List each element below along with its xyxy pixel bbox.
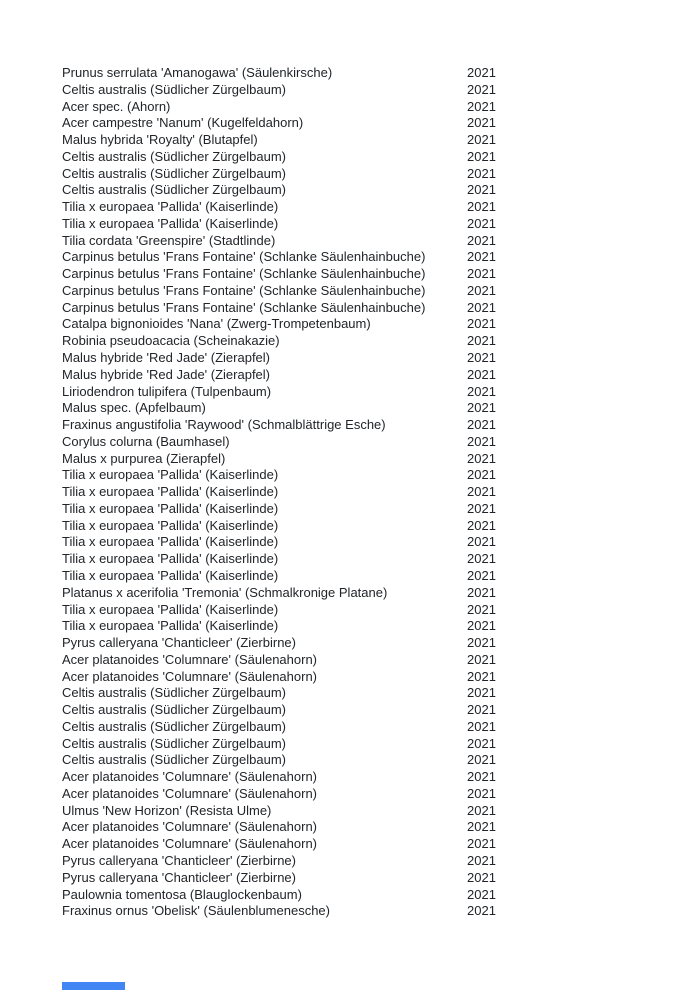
bottom-blue-bar[interactable] (62, 982, 125, 990)
table-row (62, 99, 662, 116)
table-row (62, 283, 662, 300)
table-row (62, 602, 662, 619)
table-row (62, 518, 662, 535)
planting-year-cell: 2021 (467, 601, 496, 617)
species-name-cell: Platanus x acerifolia 'Tremonia' (Schmalkronige Platane) (62, 584, 388, 600)
planting-year-cell: 2021 (467, 249, 496, 265)
table-row (62, 266, 662, 283)
species-name-cell: Acer platanoides 'Columnare' (Säulenahorn) (62, 769, 317, 785)
planting-year-cell: 2021 (467, 852, 496, 868)
planting-year-cell: 2021 (467, 718, 496, 734)
planting-year-cell: 2021 (467, 651, 496, 667)
table-row (62, 249, 662, 266)
planting-year-cell: 2021 (467, 836, 496, 852)
planting-year-cell: 2021 (467, 115, 496, 131)
table-row (62, 769, 662, 786)
species-name-cell: Celtis australis (Südlicher Zürgelbaum) (62, 735, 286, 751)
planting-year-cell: 2021 (467, 802, 496, 818)
planting-year-cell: 2021 (467, 534, 496, 550)
table-row (62, 551, 662, 568)
species-name-cell: Carpinus betulus 'Frans Fontaine' (Schlanke Säulenhainbuche) (62, 266, 426, 282)
table-row (62, 635, 662, 652)
table-row (62, 434, 662, 451)
table-row (62, 752, 662, 769)
table-row (62, 803, 662, 820)
species-name-cell: Tilia x europaea 'Pallida' (Kaiserlinde) (62, 534, 279, 550)
species-name-cell: Malus hybride 'Red Jade' (Zierapfel) (62, 366, 270, 382)
planting-year-cell: 2021 (467, 752, 496, 768)
species-name-cell: Malus x purpurea (Zierapfel) (62, 450, 226, 466)
planting-year-cell: 2021 (467, 350, 496, 366)
species-name-cell: Catalpa bignonioides 'Nana' (Zwerg-Trompetenbaum) (62, 316, 371, 332)
planting-year-cell: 2021 (467, 685, 496, 701)
planting-year-cell: 2021 (467, 132, 496, 148)
table-row (62, 501, 662, 518)
planting-year-cell: 2021 (467, 299, 496, 315)
species-name-cell: Acer platanoides 'Columnare' (Säulenahorn) (62, 668, 317, 684)
planting-year-cell: 2021 (467, 785, 496, 801)
species-name-cell: Carpinus betulus 'Frans Fontaine' (Schlanke Säulenhainbuche) (62, 299, 426, 315)
species-name-cell: Acer platanoides 'Columnare' (Säulenahorn) (62, 651, 317, 667)
table-row (62, 417, 662, 434)
planting-year-cell: 2021 (467, 215, 496, 231)
table-row (62, 903, 662, 920)
species-name-cell: Liriodendron tulipifera (Tulpenbaum) (62, 383, 272, 399)
planting-year-cell: 2021 (467, 232, 496, 248)
species-name-cell: Fraxinus angustifolia 'Raywood' (Schmalblättrige Esche) (62, 417, 386, 433)
planting-year-cell: 2021 (467, 735, 496, 751)
table-row (62, 166, 662, 183)
table-row (62, 853, 662, 870)
planting-year-cell: 2021 (467, 618, 496, 634)
planting-year-cell: 2021 (467, 400, 496, 416)
planting-year-cell: 2021 (467, 635, 496, 651)
species-name-cell: Tilia x europaea 'Pallida' (Kaiserlinde) (62, 517, 279, 533)
species-name-cell: Tilia x europaea 'Pallida' (Kaiserlinde) (62, 618, 279, 634)
table-row (62, 786, 662, 803)
table-row (62, 870, 662, 887)
species-name-cell: Pyrus calleryana 'Chanticleer' (Zierbirne) (62, 869, 296, 885)
species-name-cell: Malus hybrida 'Royalty' (Blutapfel) (62, 132, 258, 148)
table-row (62, 65, 662, 82)
planting-year-cell: 2021 (467, 819, 496, 835)
table-row (62, 316, 662, 333)
table-row (62, 467, 662, 484)
species-name-cell: Tilia x europaea 'Pallida' (Kaiserlinde) (62, 551, 279, 567)
species-name-cell: Tilia cordata 'Greenspire' (Stadtlinde) (62, 232, 276, 248)
planting-year-cell: 2021 (467, 81, 496, 97)
tree-list (62, 65, 662, 920)
planting-year-cell: 2021 (467, 567, 496, 583)
table-row (62, 585, 662, 602)
table-row (62, 836, 662, 853)
species-name-cell: Celtis australis (Südlicher Zürgelbaum) (62, 182, 286, 198)
table-row (62, 199, 662, 216)
table-row (62, 534, 662, 551)
table-row (62, 451, 662, 468)
species-name-cell: Tilia x europaea 'Pallida' (Kaiserlinde) (62, 199, 279, 215)
species-name-cell: Tilia x europaea 'Pallida' (Kaiserlinde) (62, 484, 279, 500)
planting-year-cell: 2021 (467, 148, 496, 164)
table-row (62, 333, 662, 350)
species-name-cell: Celtis australis (Südlicher Zürgelbaum) (62, 752, 286, 768)
table-row (62, 568, 662, 585)
species-name-cell: Acer spec. (Ahorn) (62, 98, 171, 114)
planting-year-cell: 2021 (467, 165, 496, 181)
planting-year-cell: 2021 (467, 484, 496, 500)
planting-year-cell: 2021 (467, 769, 496, 785)
species-name-cell: Pyrus calleryana 'Chanticleer' (Zierbirne) (62, 635, 296, 651)
table-row (62, 233, 662, 250)
planting-year-cell: 2021 (467, 266, 496, 282)
species-name-cell: Malus hybride 'Red Jade' (Zierapfel) (62, 350, 270, 366)
table-row (62, 819, 662, 836)
table-row (62, 887, 662, 904)
species-name-cell: Carpinus betulus 'Frans Fontaine' (Schlanke Säulenhainbuche) (62, 249, 426, 265)
table-row (62, 702, 662, 719)
table-row (62, 367, 662, 384)
planting-year-cell: 2021 (467, 668, 496, 684)
table-row (62, 719, 662, 736)
planting-year-cell: 2021 (467, 500, 496, 516)
species-name-cell: Celtis australis (Südlicher Zürgelbaum) (62, 702, 286, 718)
species-name-cell: Tilia x europaea 'Pallida' (Kaiserlinde) (62, 500, 279, 516)
planting-year-cell: 2021 (467, 869, 496, 885)
planting-year-cell: 2021 (467, 282, 496, 298)
species-name-cell: Acer campestre 'Nanum' (Kugelfeldahorn) (62, 115, 304, 131)
species-name-cell: Carpinus betulus 'Frans Fontaine' (Schlanke Säulenhainbuche) (62, 282, 426, 298)
table-row (62, 132, 662, 149)
planting-year-cell: 2021 (467, 433, 496, 449)
species-name-cell: Tilia x europaea 'Pallida' (Kaiserlinde) (62, 601, 279, 617)
table-row (62, 384, 662, 401)
planting-year-cell: 2021 (467, 584, 496, 600)
table-row (62, 182, 662, 199)
species-name-cell: Fraxinus ornus 'Obelisk' (Säulenblumenesche) (62, 903, 330, 919)
species-name-cell: Celtis australis (Südlicher Zürgelbaum) (62, 685, 286, 701)
species-name-cell: Robinia pseudoacacia (Scheinakazie) (62, 333, 280, 349)
table-row (62, 115, 662, 132)
planting-year-cell: 2021 (467, 450, 496, 466)
planting-year-cell: 2021 (467, 98, 496, 114)
species-name-cell: Tilia x europaea 'Pallida' (Kaiserlinde) (62, 467, 279, 483)
species-name-cell: Pyrus calleryana 'Chanticleer' (Zierbirne) (62, 852, 296, 868)
planting-year-cell: 2021 (467, 551, 496, 567)
species-name-cell: Acer platanoides 'Columnare' (Säulenahorn) (62, 819, 317, 835)
species-name-cell: Paulownia tomentosa (Blauglockenbaum) (62, 886, 302, 902)
species-name-cell: Acer platanoides 'Columnare' (Säulenahorn) (62, 785, 317, 801)
table-row (62, 82, 662, 99)
planting-year-cell: 2021 (467, 333, 496, 349)
table-row (62, 484, 662, 501)
table-row (62, 350, 662, 367)
planting-year-cell: 2021 (467, 65, 496, 80)
table-row (62, 149, 662, 166)
table-row (62, 736, 662, 753)
planting-year-cell: 2021 (467, 417, 496, 433)
table-row (62, 669, 662, 686)
planting-year-cell: 2021 (467, 182, 496, 198)
species-name-cell: Celtis australis (Südlicher Zürgelbaum) (62, 81, 286, 97)
species-name-cell: Celtis australis (Südlicher Zürgelbaum) (62, 165, 286, 181)
planting-year-cell: 2021 (467, 517, 496, 533)
planting-year-cell: 2021 (467, 886, 496, 902)
table-row (62, 618, 662, 635)
planting-year-cell: 2021 (467, 199, 496, 215)
species-name-cell: Malus spec. (Apfelbaum) (62, 400, 206, 416)
species-name-cell: Corylus colurna (Baumhasel) (62, 433, 230, 449)
planting-year-cell: 2021 (467, 467, 496, 483)
species-name-cell: Acer platanoides 'Columnare' (Säulenahorn) (62, 836, 317, 852)
planting-year-cell: 2021 (467, 383, 496, 399)
species-name-cell: Celtis australis (Südlicher Zürgelbaum) (62, 148, 286, 164)
species-name-cell: Prunus serrulata 'Amanogawa' (Säulenkirsche) (62, 65, 333, 80)
table-row (62, 400, 662, 417)
species-name-cell: Tilia x europaea 'Pallida' (Kaiserlinde) (62, 567, 279, 583)
table-row (62, 216, 662, 233)
species-name-cell: Celtis australis (Südlicher Zürgelbaum) (62, 718, 286, 734)
table-row (62, 685, 662, 702)
planting-year-cell: 2021 (467, 702, 496, 718)
planting-year-cell: 2021 (467, 366, 496, 382)
table-row (62, 300, 662, 317)
species-name-cell: Ulmus 'New Horizon' (Resista Ulme) (62, 802, 272, 818)
species-name-cell: Tilia x europaea 'Pallida' (Kaiserlinde) (62, 215, 279, 231)
table-row (62, 652, 662, 669)
planting-year-cell: 2021 (467, 316, 496, 332)
planting-year-cell: 2021 (467, 903, 496, 919)
